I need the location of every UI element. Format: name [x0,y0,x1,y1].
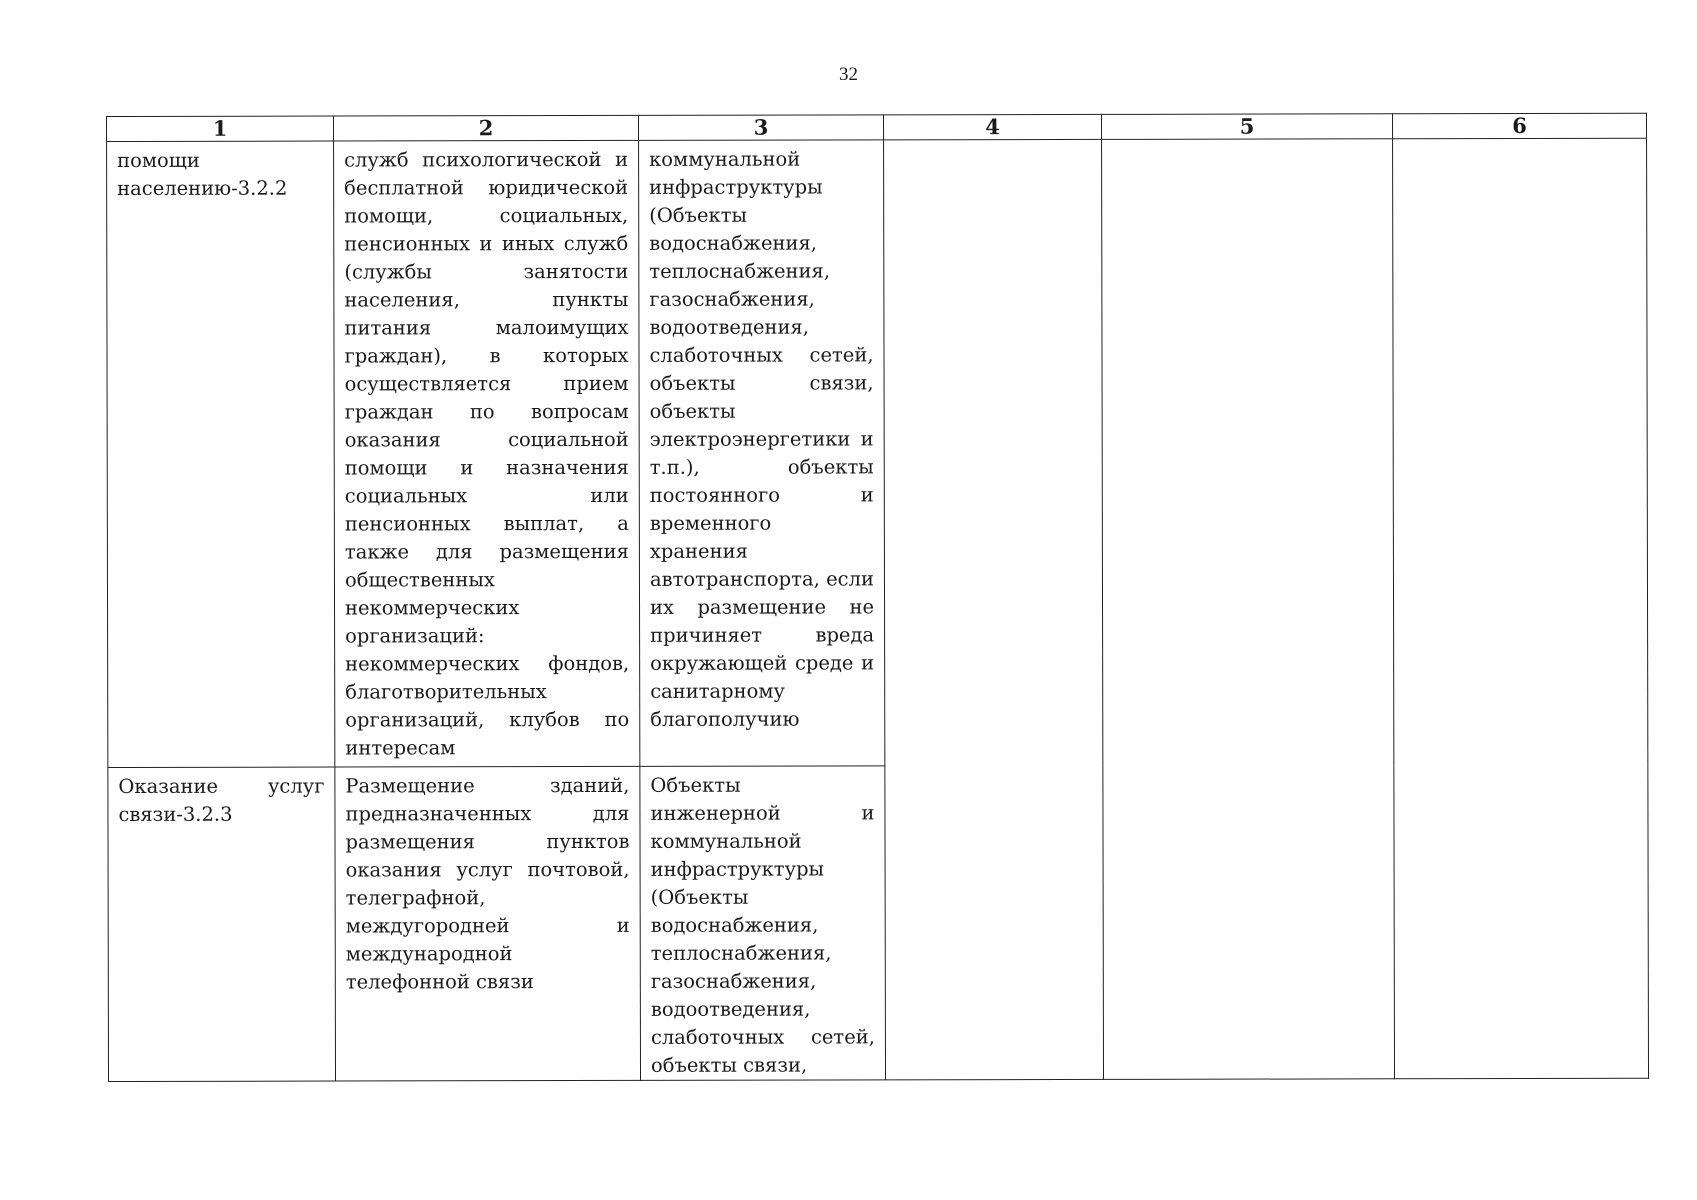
cell-auxiliary-uses [640,766,886,1081]
use-type-text: Оказание услуг связи-3.2.3 [118,774,325,826]
cell-use-type [107,141,335,767]
cell-use-description [335,766,641,1081]
col5-text [1102,139,1392,140]
page-number: 32 [839,64,858,85]
cell-col6 [1393,138,1649,1079]
table-header-row [107,113,1647,141]
column-header-6: 6 [1392,113,1646,139]
auxiliary-uses-text: Объекты инженерной и коммунальной инфраструктуры (Объекты водоснабжения, теплоснабжения, газоснабжения, водоотведения, слаботочных сетей, объекты связи, [650,773,875,1077]
column-header-1: 1 [107,116,334,141]
use-description-text: Размещение зданий, предназначенных для размещения пунктов оказания услуг почтовой, телеграфной, междугородней и международной телефонной связи [345,773,630,994]
use-description-text: служб психологической и бесплатной юридической помощи, социальных, пенсионных и иных служб (службы занятости населения, пункты питания малоимущих граждан), в которых осуществляется прием граждан по вопросам оказания социальной помощи и назначения социальных или пенсионных выплат, а также для размещения общественных некоммерческих организаций: некоммерческих фондов, благотворительных организаций, клубов по интересам [344,147,630,760]
cell-auxiliary-uses [639,140,885,767]
regulations-table [106,113,1649,1082]
cell-use-description [334,140,640,767]
cell-use-type [108,767,336,1081]
table-row [107,138,1648,767]
auxiliary-uses-text: коммунальной инфраструктуры (Объекты водоснабжения, теплоснабжения, газоснабжения, водоотведения, слаботочных сетей, объекты связи, объекты электроэнергетики и т.п.), объекты постоянного и временного хранения автотранспорта, если их размещение не причиняет вреда окружающей среде и санитарному благополучию [649,147,875,731]
column-header-3: 3 [638,115,883,141]
cell-col5 [1102,139,1395,1080]
column-header-2: 2 [334,115,639,141]
cell-col4 [884,139,1104,1079]
column-header-4: 4 [883,114,1101,139]
column-header-5: 5 [1101,114,1392,140]
col6-text [1393,139,1646,140]
use-type-text: помощи населению-3.2.2 [117,148,288,200]
